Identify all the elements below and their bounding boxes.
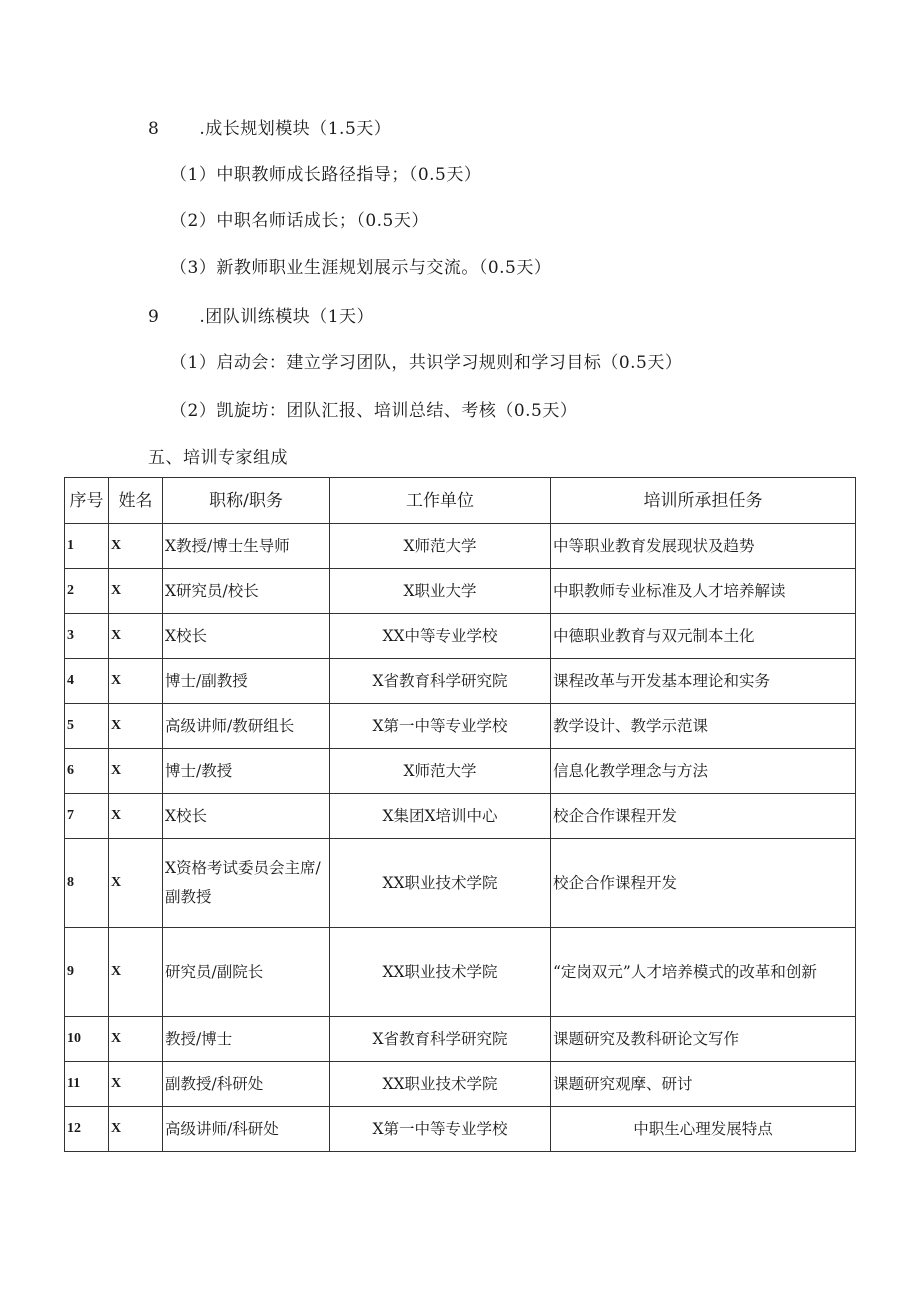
row-title: 高级讲师/科研处 xyxy=(163,1107,330,1152)
row-title: X教授/博士生导师 xyxy=(163,524,330,569)
row-index: 9 xyxy=(65,928,109,1017)
row-index: 7 xyxy=(65,794,109,839)
row-index: 10 xyxy=(65,1017,109,1062)
row-name: X xyxy=(109,839,163,928)
table-row xyxy=(65,659,856,704)
table-row xyxy=(65,794,856,839)
section-8-number: 8 xyxy=(148,119,160,139)
row-title: 博士/副教授 xyxy=(163,659,330,704)
table-header-row xyxy=(65,478,856,524)
row-index: 3 xyxy=(65,614,109,659)
header-index: 序号 xyxy=(65,478,109,524)
row-task: 课题研究及教科研论文写作 xyxy=(551,1017,856,1062)
row-index: 4 xyxy=(65,659,109,704)
section-9-heading xyxy=(148,302,374,327)
section-8-heading xyxy=(148,114,391,139)
row-name: X xyxy=(109,659,163,704)
section-8-title: .成长规划模块（1.5天） xyxy=(199,119,392,139)
header-task: 培训所承担任务 xyxy=(551,478,856,524)
row-organization: X集团X培训中心 xyxy=(330,794,551,839)
row-title: 教授/博士 xyxy=(163,1017,330,1062)
row-organization: X职业大学 xyxy=(330,569,551,614)
row-name: X xyxy=(109,1017,163,1062)
row-title: X校长 xyxy=(163,794,330,839)
row-title: X资格考试委员会主席/副教授 xyxy=(163,839,330,928)
row-name: X xyxy=(109,1107,163,1152)
table-row xyxy=(65,524,856,569)
row-title: X研究员/校长 xyxy=(163,569,330,614)
row-organization: X第一中等专业学校 xyxy=(330,1107,551,1152)
row-name: X xyxy=(109,794,163,839)
row-task: 中职生心理发展特点 xyxy=(551,1107,856,1152)
row-index: 12 xyxy=(65,1107,109,1152)
row-organization: XX职业技术学院 xyxy=(330,1062,551,1107)
row-index: 2 xyxy=(65,569,109,614)
row-task: 中职教师专业标准及人才培养解读 xyxy=(551,569,856,614)
row-task: “定岗双元”人才培养模式的改革和创新 xyxy=(551,928,856,1017)
row-name: X xyxy=(109,1062,163,1107)
row-task: 中等职业教育发展现状及趋势 xyxy=(551,524,856,569)
row-task: 校企合作课程开发 xyxy=(551,794,856,839)
row-task: 课题研究观摩、研讨 xyxy=(551,1062,856,1107)
section-9-item-2: （2）凯旋坊：团队汇报、培训总结、考核（0.5天） xyxy=(170,401,578,421)
table-row xyxy=(65,614,856,659)
row-organization: X师范大学 xyxy=(330,749,551,794)
table-row xyxy=(65,1017,856,1062)
row-organization: X师范大学 xyxy=(330,524,551,569)
row-title: 研究员/副院长 xyxy=(163,928,330,1017)
row-title: X校长 xyxy=(163,614,330,659)
experts-section-heading: 五、培训专家组成 xyxy=(148,448,288,468)
header-organization: 工作单位 xyxy=(330,478,551,524)
section-8-item-3: （3）新教师职业生涯规划展示与交流。（0.5天） xyxy=(170,258,552,278)
row-name: X xyxy=(109,928,163,1017)
row-title: 副教授/科研处 xyxy=(163,1062,330,1107)
row-name: X xyxy=(109,614,163,659)
row-name: X xyxy=(109,524,163,569)
table-row xyxy=(65,569,856,614)
table-row xyxy=(65,749,856,794)
table-row xyxy=(65,1107,856,1152)
row-index: 11 xyxy=(65,1062,109,1107)
table-row xyxy=(65,704,856,749)
section-8-item-1: （1）中职教师成长路径指导；（0.5天） xyxy=(170,165,482,185)
section-9-title: .团队训练模块（1天） xyxy=(199,307,375,327)
row-task: 课程改革与开发基本理论和实务 xyxy=(551,659,856,704)
table-row xyxy=(65,928,856,1017)
row-organization: XX中等专业学校 xyxy=(330,614,551,659)
row-task: 中德职业教育与双元制本土化 xyxy=(551,614,856,659)
row-organization: X省教育科学研究院 xyxy=(330,659,551,704)
row-index: 5 xyxy=(65,704,109,749)
row-name: X xyxy=(109,569,163,614)
header-name: 姓名 xyxy=(109,478,163,524)
row-title: 博士/教授 xyxy=(163,749,330,794)
row-task: 教学设计、教学示范课 xyxy=(551,704,856,749)
row-index: 1 xyxy=(65,524,109,569)
experts-table xyxy=(64,477,856,1152)
row-name: X xyxy=(109,749,163,794)
table-row xyxy=(65,839,856,928)
row-index: 8 xyxy=(65,839,109,928)
row-index: 6 xyxy=(65,749,109,794)
header-title: 职称/职务 xyxy=(163,478,330,524)
section-9-item-1: （1）启动会：建立学习团队，共识学习规则和学习目标（0.5天） xyxy=(170,353,683,373)
row-organization: X省教育科学研究院 xyxy=(330,1017,551,1062)
section-9-number: 9 xyxy=(148,307,160,327)
row-organization: X第一中等专业学校 xyxy=(330,704,551,749)
row-task: 校企合作课程开发 xyxy=(551,839,856,928)
row-name: X xyxy=(109,704,163,749)
row-organization: XX职业技术学院 xyxy=(330,928,551,1017)
row-organization: XX职业技术学院 xyxy=(330,839,551,928)
row-title: 高级讲师/教研组长 xyxy=(163,704,330,749)
row-task: 信息化教学理念与方法 xyxy=(551,749,856,794)
table-row xyxy=(65,1062,856,1107)
section-8-item-2: （2）中职名师话成长；（0.5天） xyxy=(170,211,429,231)
